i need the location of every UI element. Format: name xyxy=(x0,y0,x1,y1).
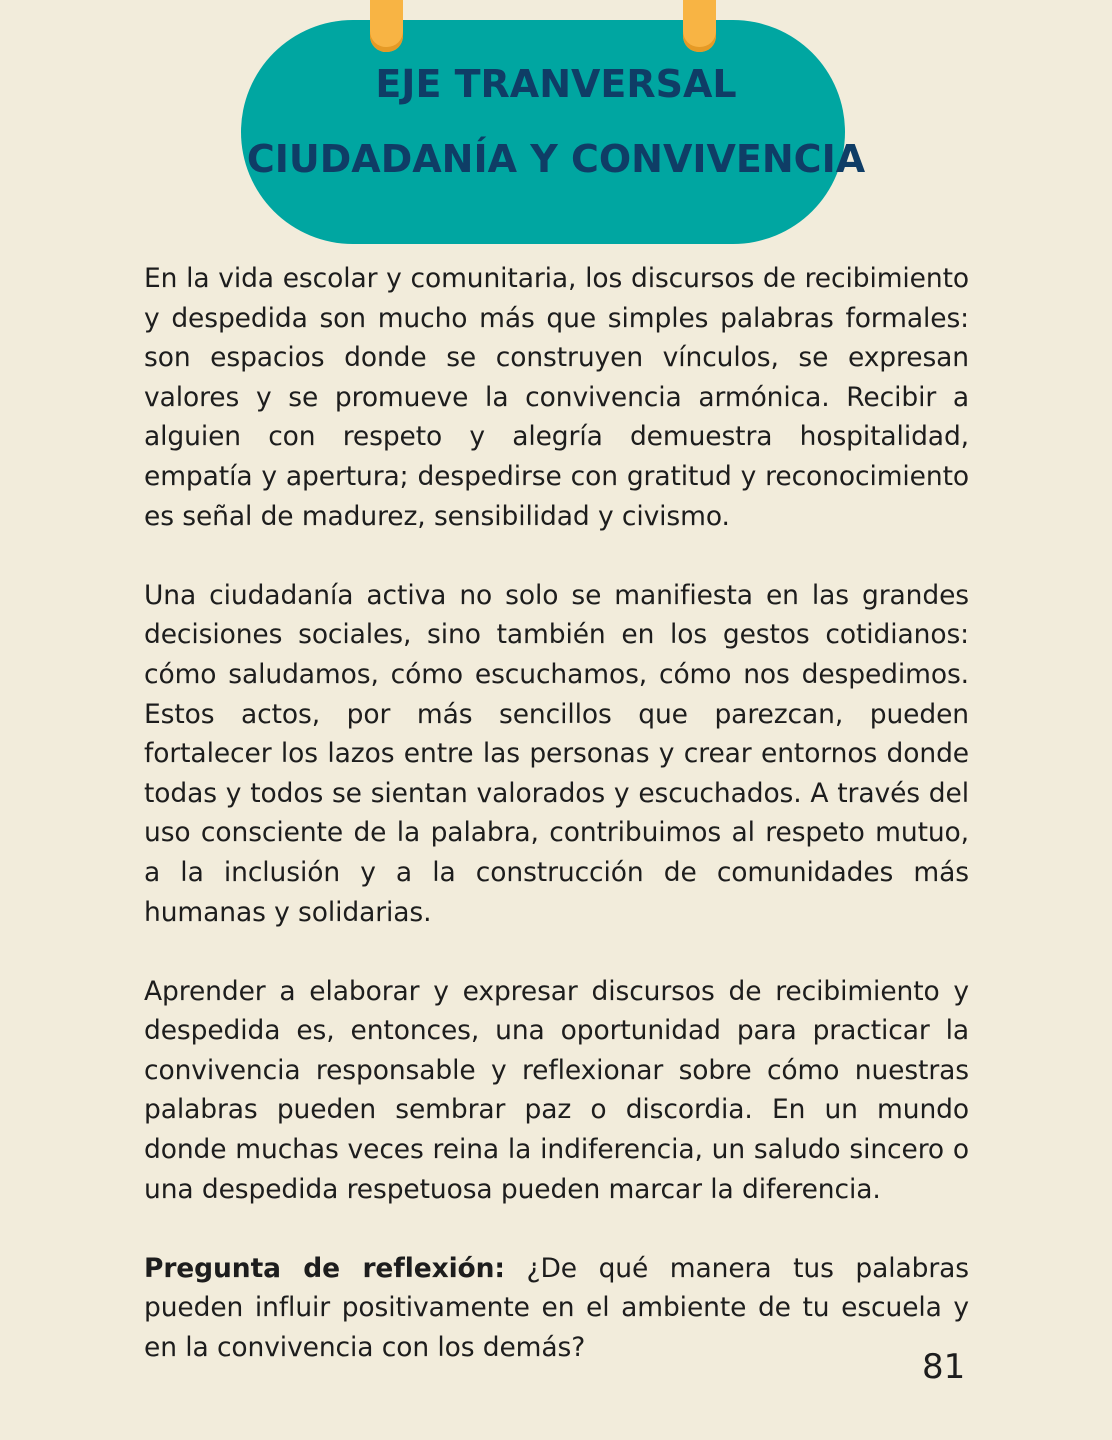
banner-title-line1: EJE TRANVERSAL xyxy=(375,62,737,106)
title-banner xyxy=(241,20,845,244)
banner-title-line2: CIUDADANÍA Y CONVIVENCIA xyxy=(246,137,866,181)
paragraph-2: Una ciudadanía activa no solo se manifiesta en las grandes decisiones sociales, sino también en los gestos cotidianos: cómo saludamos, cómo escuchamos, cómo nos despedimos. Estos actos, por más sencillos que parezcan, pueden fortalecer los lazos entre las personas y crear entornos donde todas y todos se sientan valorados y escuchados. A través del uso consciente de la palabra, contribuimos al respeto mutuo, a la inclusión y a la construcción de comunidades más humanas y solidarias. xyxy=(144,579,969,928)
binder-clip-right xyxy=(683,0,716,52)
page-number: 81 xyxy=(922,1347,966,1387)
paragraph-3: Aprender a elaborar y expresar discursos de recibimiento y despedida es, entonces, una oportunidad para practicar la convivencia responsable y reflexionar sobre cómo nuestras palabras pueden sembrar paz o discordia. En un mundo donde muchas veces reina la indiferencia, un saludo sincero o una despedida respetuosa pueden marcar la diferencia. xyxy=(144,975,969,1205)
reflection-question-label: Pregunta de reflexión: xyxy=(144,1252,505,1284)
body-content xyxy=(144,259,969,1368)
reflection-question xyxy=(144,1249,969,1368)
paragraph-1: En la vida escolar y comunitaria, los discursos de recibimiento y despedida son mucho más que simples palabras formales: son espacios donde se construyen vínculos, se expresan valores y se promueve la convivencia armónica. Recibir a alguien con respeto y alegría demuestra hospitalidad, empatía y apertura; despedirse con gratitud y reconocimiento es señal de madurez, sensibilidad y civismo. xyxy=(144,263,969,532)
binder-clip-left xyxy=(370,0,403,52)
reflection-question-text: ¿De qué manera tus palabras pueden influir positivamente en el ambiente de tu escuela y en la convivencia con los demás? xyxy=(144,1252,969,1364)
